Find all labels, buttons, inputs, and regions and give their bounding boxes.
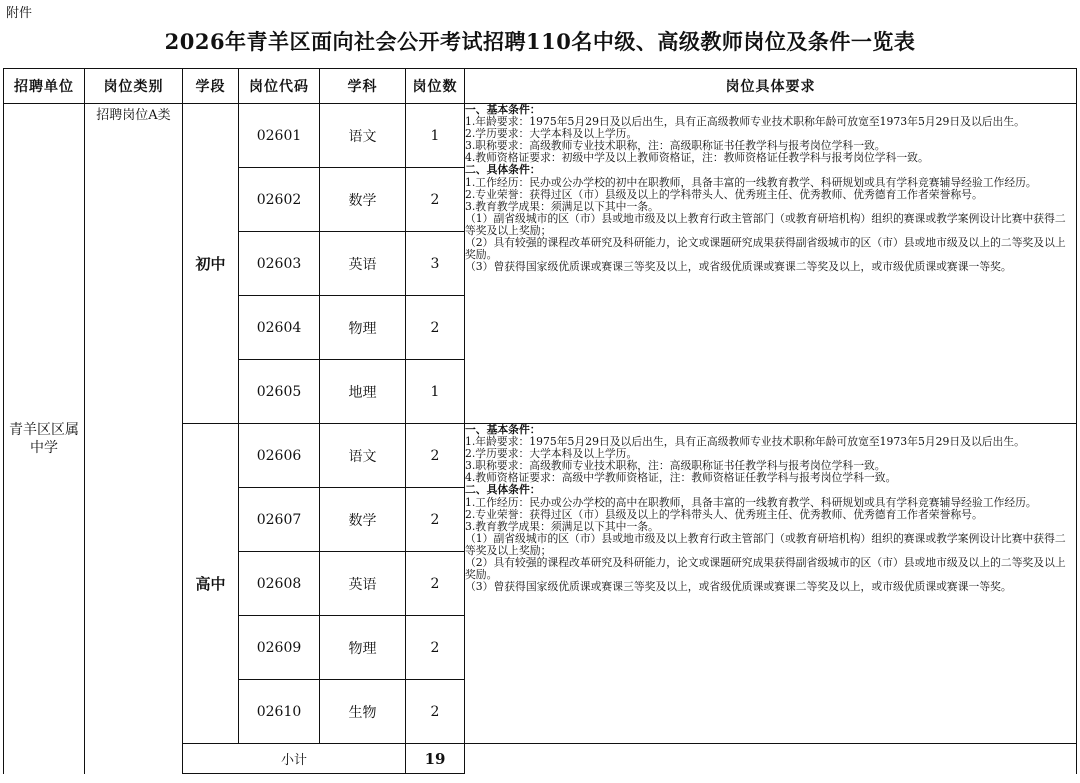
count-cell: 3 [406,232,465,296]
subtotal-label: 小计 [183,744,406,774]
requirement-line: 3.职称要求：高级教师专业技术职称，注：高级职称证书任教学科与报考岗位学科一致。 [465,139,886,153]
header-stage: 学段 [183,69,239,104]
header-requirements: 岗位具体要求 [465,69,1077,104]
count-cell: 2 [406,296,465,360]
stage-cell: 初中 [183,104,239,424]
header-unit: 招聘单位 [4,69,85,104]
subject-cell: 物理 [320,616,406,680]
requirement-line: （1）副省级城市的区（市）县或地市级及以上教育行政主管部门（或教育研培机构）组织的赛课或教学案例设计比赛中获得二等奖及以上奖励； [465,531,1066,557]
header-category: 岗位类别 [85,69,183,104]
count-cell: 1 [406,360,465,424]
requirement-line: 3.职称要求：高级教师专业技术职称，注：高级职称证书任教学科与报考岗位学科一致。 [465,459,886,473]
category-cell: 招聘岗位A类 [85,104,183,774]
count-cell: 2 [406,616,465,680]
subject-cell: 地理 [320,360,406,424]
requirement-line: 3.教育教学成果：须满足以下其中一条。 [465,519,659,533]
code-cell: 02607 [239,488,320,552]
count-cell: 2 [406,424,465,488]
code-cell: 02601 [239,104,320,168]
subtotal-blank-cell [465,744,1077,774]
requirement-line: 二、具体条件： [465,163,541,177]
requirement-line: 4.教师资格证要求：初级中学及以上教师资格证，注：教师资格证任教学科与报考岗位学科一致。 [465,151,929,165]
requirement-line: 2.专业荣誉：获得过区（市）县级及以上的学科带头人、优秀班主任、优秀教师、优秀德育工作者荣誉称号。 [465,507,983,521]
subject-cell: 数学 [320,488,406,552]
subtotal-count: 19 [406,744,465,774]
requirement-line: 4.教师资格证要求：高级中学教师资格证，注：教师资格证任教学科与报考岗位学科一致。 [465,471,897,485]
subject-cell: 物理 [320,296,406,360]
page-title: 2026年青羊区面向社会公开考试招聘110名中级、高级教师岗位及条件一览表 [164,29,916,54]
requirement-line: 1.年龄要求：1975年5月29日及以后出生，具有正高级教师专业技术职称年龄可放宽至1973年5月29日及以后出生。 [465,115,1025,129]
header-code: 岗位代码 [239,69,320,104]
count-cell: 1 [406,104,465,168]
requirement-line: （3）曾获得国家级优质课或赛课三等奖及以上，或省级优质课或赛课二等奖及以上，或市级优质课或赛课一等奖。 [465,580,1012,594]
subject-cell: 语文 [320,424,406,488]
requirement-line: 1.工作经历：民办或公办学校的高中在职教师，具备丰富的一线教育教学、科研规划或具有学科竞赛辅导经验工作经历。 [465,495,1037,509]
requirement-line: 3.教育教学成果：须满足以下其中一条。 [465,199,659,213]
requirement-line: （2）具有较强的课程改革研究及科研能力，论文或课题研究成果获得副省级城市的区（市）县或地市级及以上的二等奖及以上奖励。 [465,236,1066,262]
requirement-line: 一、基本条件： [465,423,541,436]
subject-cell: 英语 [320,552,406,616]
requirement-line: 2.学历要求：大学本科及以上学历。 [465,447,638,461]
requirement-line: 2.学历要求：大学本科及以上学历。 [465,127,638,141]
code-cell: 02608 [239,552,320,616]
requirement-line: 2.专业荣誉：获得过区（市）县级及以上的学科带头人、优秀班主任、优秀教师、优秀德育工作者荣誉称号。 [465,187,983,201]
subject-cell: 数学 [320,168,406,232]
recruitment-table [3,68,1077,774]
count-cell: 2 [406,552,465,616]
table-row [4,104,1077,168]
count-cell: 2 [406,488,465,552]
requirement-line: 一、基本条件： [465,103,541,116]
subject-cell: 语文 [320,104,406,168]
code-cell: 02602 [239,168,320,232]
count-cell: 2 [406,168,465,232]
count-cell: 2 [406,680,465,744]
requirement-line: 1.年龄要求：1975年5月29日及以后出生，具有正高级教师专业技术职称年龄可放宽至1973年5月29日及以后出生。 [465,435,1025,449]
stage-cell: 高中 [183,424,239,744]
code-cell: 02605 [239,360,320,424]
code-cell: 02604 [239,296,320,360]
requirement-line: （3）曾获得国家级优质课或赛课三等奖及以上，或省级优质课或赛课二等奖及以上，或市级优质课或赛课一等奖。 [465,260,1012,274]
code-cell: 02606 [239,424,320,488]
requirement-line: （2）具有较强的课程改革研究及科研能力，论文或课题研究成果获得副省级城市的区（市）县或地市级及以上的二等奖及以上奖励。 [465,556,1066,582]
header-count: 岗位数 [406,69,465,104]
requirement-line: 二、具体条件： [465,483,541,497]
code-cell: 02609 [239,616,320,680]
subject-cell: 英语 [320,232,406,296]
requirement-line: （1）副省级城市的区（市）县或地市级及以上教育行政主管部门（或教育研培机构）组织的赛课或教学案例设计比赛中获得二等奖及以上奖励； [465,211,1066,237]
code-cell: 02603 [239,232,320,296]
unit-cell: 青羊区区属中学 [4,104,85,774]
subject-cell: 生物 [320,680,406,744]
requirements-cell [465,104,1077,424]
header-subject: 学科 [320,69,406,104]
code-cell: 02610 [239,680,320,744]
table-header-row [4,69,1077,104]
attachment-label: 附件 [6,6,33,21]
requirement-line: 1.工作经历：民办或公办学校的初中在职教师，具备丰富的一线教育教学、科研规划或具有学科竞赛辅导经验工作经历。 [465,175,1037,189]
requirements-cell [465,424,1077,744]
